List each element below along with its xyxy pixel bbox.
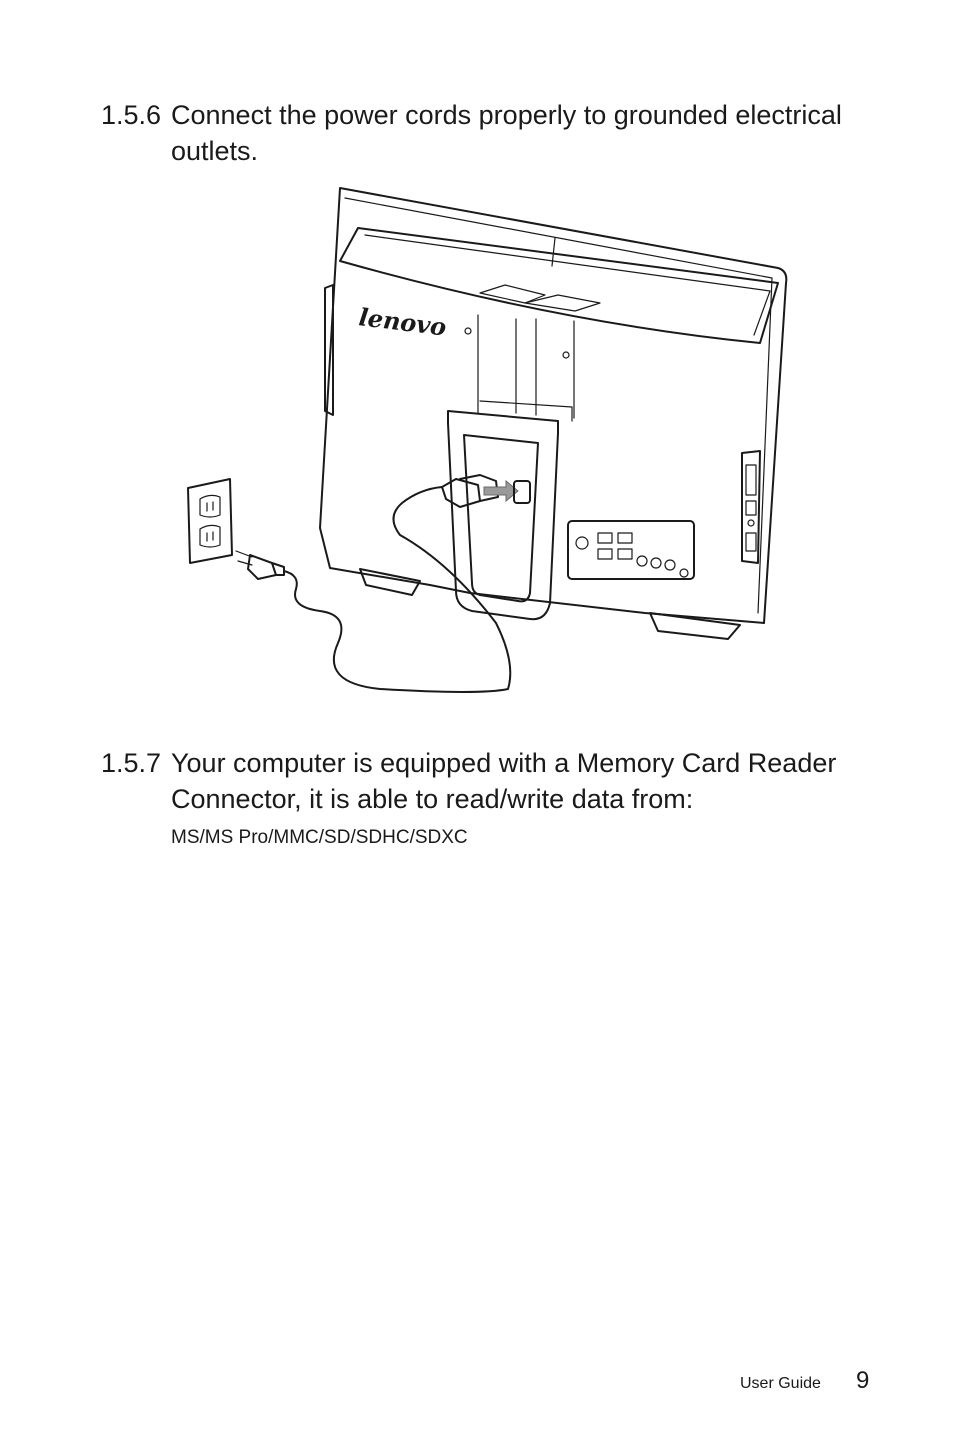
page-number: 9 [856, 1367, 870, 1394]
power-outlet-icon [188, 479, 232, 563]
power-cord-icon [284, 475, 510, 692]
section-number: 1.5.6 [101, 100, 162, 130]
section-heading-1-5-7 [101, 745, 881, 817]
supported-card-formats: MS/MS Pro/MMC/SD/SDHC/SDXC [171, 827, 468, 848]
brand-logo: lenovo [357, 302, 448, 342]
section-title: Your computer is equipped with a Memory Card Reader Connector, it is able to read/write data from: [171, 748, 837, 814]
section-number: 1.5.7 [101, 748, 162, 778]
section-heading-1-5-6 [101, 97, 881, 169]
computer-back-icon [320, 188, 786, 639]
section-title: Connect the power cords properly to grounded electrical outlets. [171, 100, 842, 166]
footer-label: User Guide [740, 1375, 821, 1392]
power-cord-connection-illustration [180, 183, 800, 713]
power-plug-icon [236, 551, 284, 579]
